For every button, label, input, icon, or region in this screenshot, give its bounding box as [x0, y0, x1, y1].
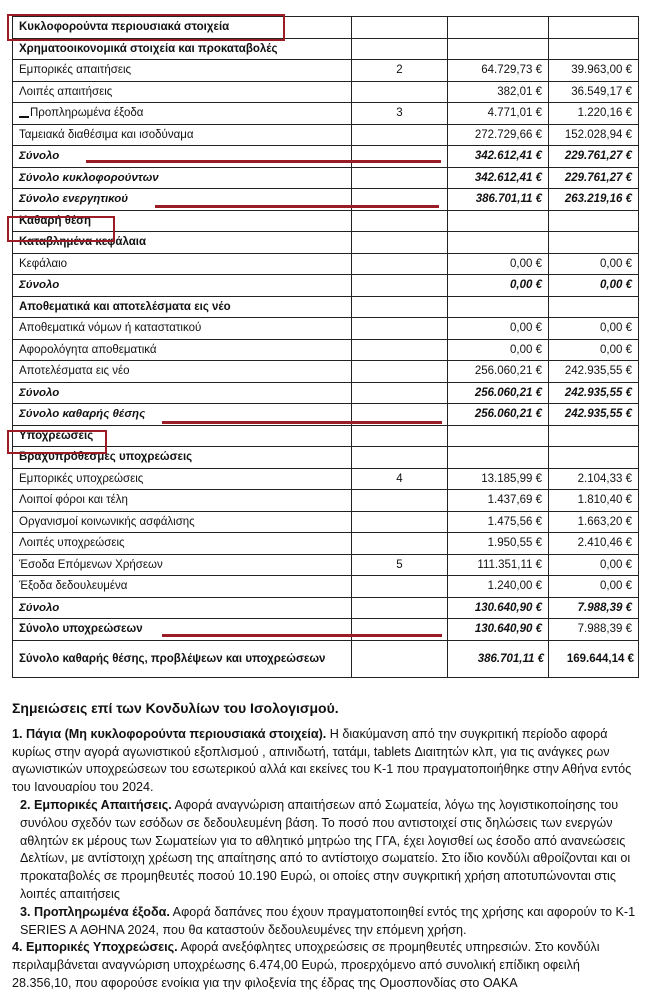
prior-year-value: 7.988,39 €: [549, 597, 639, 619]
current-year-value: [448, 232, 549, 254]
note-heading: 4. Εμπορικές Υποχρεώσεις.: [12, 940, 178, 955]
current-year-value: 1.950,55 €: [448, 533, 549, 555]
note-ref: [352, 17, 448, 39]
current-year-value: 64.729,73 €: [448, 60, 549, 82]
note-ref: [352, 275, 448, 297]
row-label: Αποτελέσματα εις νέο: [13, 361, 352, 383]
current-year-value: [448, 447, 549, 469]
row-label: Λοιπές υποχρεώσεις: [13, 533, 352, 555]
note-paragraph-4: [12, 939, 638, 992]
row-label: Εμπορικές υποχρεώσεις: [13, 468, 352, 490]
prior-year-value: 242.935,55 €: [549, 382, 639, 404]
note-ref: [352, 533, 448, 555]
note-paragraph-1: [12, 726, 638, 797]
note-ref: [352, 253, 448, 275]
current-year-value: [448, 38, 549, 60]
prior-year-value: 0,00 €: [549, 318, 639, 340]
note-ref: 5: [352, 554, 448, 576]
current-year-value: 0,00 €: [448, 253, 549, 275]
prior-year-value: 229.761,27 €: [549, 146, 639, 168]
prior-year-value: 36.549,17 €: [549, 81, 639, 103]
highlight-box-liabilities: [7, 430, 107, 454]
table-row: [13, 81, 639, 103]
row-label: Αφορολόγητα αποθεματικά: [13, 339, 352, 361]
table-row: [13, 318, 639, 340]
current-year-value: 386.701,11 €: [448, 640, 549, 677]
note-paragraph-2: [12, 797, 638, 904]
note-ref: [352, 167, 448, 189]
table-row: [13, 533, 639, 555]
highlight-box-equity: [7, 216, 115, 242]
row-label: Κεφάλαιο: [13, 253, 352, 275]
row-label: Ταμειακά διαθέσιμα και ισοδύναμα: [13, 124, 352, 146]
current-year-value: 342.612,41 €: [448, 146, 549, 168]
balance-sheet-table-wrapper: [12, 16, 638, 678]
row-label: Υποχρεώσεις: [13, 425, 352, 447]
note-heading: 1. Πάγια (Μη κυκλοφορούντα περιουσιακά στοιχεία).: [12, 726, 327, 741]
prior-year-value: 1.810,40 €: [549, 490, 639, 512]
current-year-value: 0,00 €: [448, 275, 549, 297]
prior-year-value: 39.963,00 €: [549, 60, 639, 82]
note-ref: [352, 296, 448, 318]
current-year-value: 272.729,66 €: [448, 124, 549, 146]
current-year-value: 0,00 €: [448, 339, 549, 361]
current-year-value: [448, 425, 549, 447]
current-year-value: 256.060,21 €: [448, 361, 549, 383]
row-label: Χρηματοοικονομικά στοιχεία και προκαταβολές: [13, 38, 352, 60]
current-year-value: 256.060,21 €: [448, 404, 549, 426]
row-label: Κυκλοφορούντα περιουσιακά στοιχεία: [13, 17, 352, 39]
current-year-value: 130.640,90 €: [448, 597, 549, 619]
note-ref: [352, 124, 448, 146]
row-label: Λοιπές απαιτήσεις: [13, 81, 352, 103]
row-label: Εμπορικές απαιτήσεις: [13, 60, 352, 82]
note-ref: [352, 597, 448, 619]
subtotal-row: [13, 382, 639, 404]
current-year-value: 382,01 €: [448, 81, 549, 103]
note-ref: [352, 146, 448, 168]
prior-year-value: [549, 210, 639, 232]
row-label: Σύνολο: [13, 382, 352, 404]
prior-year-value: 242.935,55 €: [549, 404, 639, 426]
table-row: [13, 60, 639, 82]
note-ref: 4: [352, 468, 448, 490]
total-current-assets-row: [13, 167, 639, 189]
row-label-cell: [13, 103, 352, 125]
underline-mark-total: [86, 160, 441, 163]
row-label: Έξοδα δεδουλευμένα: [13, 576, 352, 598]
table-row: [13, 103, 639, 125]
current-year-value: 256.060,21 €: [448, 382, 549, 404]
row-label: Σύνολο: [13, 275, 352, 297]
note-ref: [352, 361, 448, 383]
prior-year-value: [549, 17, 639, 39]
row-label: Αποθεματικά και αποτελέσματα εις νέο: [13, 296, 352, 318]
prior-year-value: 152.028,94 €: [549, 124, 639, 146]
table-row: [13, 511, 639, 533]
prior-year-value: 242.935,55 €: [549, 361, 639, 383]
grand-total-row: [13, 640, 639, 677]
balance-sheet-notes: [12, 700, 638, 993]
table-row: [13, 253, 639, 275]
prior-year-value: [549, 38, 639, 60]
note-paragraph-3: [12, 904, 638, 940]
prior-year-value: 1.220,16 €: [549, 103, 639, 125]
row-label: Οργανισμοί κοινωνικής ασφάλισης: [13, 511, 352, 533]
table-row: [13, 554, 639, 576]
prior-year-value: 0,00 €: [549, 339, 639, 361]
row-label: Σύνολο υποχρεώσεων: [13, 619, 352, 641]
note-ref: [352, 490, 448, 512]
row-label: Καταβλημένα κεφάλαια: [13, 232, 352, 254]
prior-year-value: 1.663,20 €: [549, 511, 639, 533]
highlight-box-current-assets: [7, 14, 285, 41]
note-text: Αφορά δαπάνες που έχουν πραγματοποιηθεί εντός της χρήσης και αφορούν το Κ-1 SERIES A ΑΘΗΝΑ 2024, που θα καταστούν δεδουλευμένες την επόμενη χρήση.: [20, 904, 636, 937]
note-heading: 2. Εμπορικές Απαιτήσεις.: [20, 797, 172, 812]
subtotal-row: [13, 275, 639, 297]
current-year-value: 111.351,11 €: [448, 554, 549, 576]
note-ref: [352, 640, 448, 677]
notes-title: Σημειώσεις επί των Κονδυλίων του Ισολογισμού.: [12, 700, 339, 716]
row-label: Αποθεματικά νόμων ή καταστατικού: [13, 318, 352, 340]
prior-year-value: 0,00 €: [549, 275, 639, 297]
prior-year-value: 2.410,46 €: [549, 533, 639, 555]
note-ref: [352, 425, 448, 447]
underline-mark-total-equity: [162, 421, 442, 424]
note-ref: [352, 447, 448, 469]
table-row: [13, 361, 639, 383]
current-year-value: 1.437,69 €: [448, 490, 549, 512]
note-text: Αφορά αναγνώριση απαιτήσεων από Σωματεία, λόγω της λογιστικοποίησης του συνόλου σχεδόν των εσόδων σε δεδουλευμένη βάση. Το ποσό που αντιστοιχεί στις δηλώσεις των ενεργών αθλητών εκ μέρους των Σωματείων για το αθλητικό μητρώο της ΓΓΑ, έχει λογισθεί ως έσοδο από ανανεώσεις Δελτίων, με αντίστοιχη χρέωση της απαίτησης από το αντίστοιχο σωματείο. Στο ίδιο κονδύλι αθροίζονται και οι προκαταβολές σε προμηθευτές ποσού 10.190 Ευρώ, οι οποίες στην συγκριτική χρήση αποτυπώνονται στις λοιπές απαιτήσεις: [20, 797, 631, 901]
prior-year-value: [549, 296, 639, 318]
underline-mark-total-liabilities: [162, 634, 442, 637]
row-label: Σύνολο καθαρής θέσης, προβλέψεων και υποχρεώσεων: [13, 640, 352, 677]
prior-year-value: 0,00 €: [549, 253, 639, 275]
prior-year-value: 7.988,39 €: [549, 619, 639, 641]
table-row: [13, 124, 639, 146]
prior-year-value: [549, 447, 639, 469]
note-text: Αφορά ανεξόφλητες υποχρεώσεις σε προμηθευτές υπηρεσιών. Στο κονδύλι περιλαμβάνεται αναγνώριση υποχρέωσης 6.474,00 Ευρώ, προερχόμενο από συνολική επίδικη οφειλή 28.356,10, που αφορούσε ενοίκια για την φιλοξενία της έδρας της Ομοσπονδίας στο ΟΑΚΑ: [12, 940, 600, 990]
note-ref: [352, 339, 448, 361]
prior-year-value: 263.219,16 €: [549, 189, 639, 211]
underline-mark-total-assets: [155, 205, 439, 208]
table-row: [13, 468, 639, 490]
current-year-value: 0,00 €: [448, 318, 549, 340]
current-year-value: [448, 210, 549, 232]
subtotal-row: [13, 597, 639, 619]
prior-year-value: 2.104,33 €: [549, 468, 639, 490]
row-label: Βραχυπρόθεσμες υποχρεώσεις: [13, 447, 352, 469]
note-ref: [352, 81, 448, 103]
table-row: [13, 339, 639, 361]
note-ref: [352, 232, 448, 254]
balance-sheet-table: [12, 16, 639, 678]
row-label: Λοιποί φόροι και τέλη: [13, 490, 352, 512]
note-ref: 3: [352, 103, 448, 125]
note-ref: [352, 210, 448, 232]
prior-year-value: [549, 232, 639, 254]
current-year-value: 386.701,11 €: [448, 189, 549, 211]
subtotal-row: [13, 146, 639, 168]
note-text: Η διακύμανση από την συγκριτική περίοδο αφορά κυρίως στην αγορά αγωνιστικού εξοπλισμού , απινιδωτή, τατάμι, tablets Διαιτητών κλπ, για τις ανάγκες ρων αγωνιστικών υποχρεώσεων του εσωτερικού αλλά και εκείνες του Κ-1 που πραγματοποιήθηκε στην Αθήνα εντός του Ιανουαρίου του 2024.: [12, 726, 632, 795]
row-label: Έσοδα Επόμενων Χρήσεων: [13, 554, 352, 576]
row-label: Προπληρωμένα έξοδα: [30, 107, 144, 120]
current-year-value: 13.185,99 €: [448, 468, 549, 490]
current-year-value: [448, 296, 549, 318]
table-row: [13, 490, 639, 512]
prior-year-value: [549, 425, 639, 447]
row-label: Σύνολο καθαρής θέσης: [13, 404, 352, 426]
row-label: Σύνολο κυκλοφορούντων: [13, 167, 352, 189]
note-ref: [352, 382, 448, 404]
row-label: Σύνολο: [13, 146, 352, 168]
current-year-value: [448, 17, 549, 39]
note-ref: [352, 576, 448, 598]
prior-year-value: 0,00 €: [549, 554, 639, 576]
current-year-value: 130.640,90 €: [448, 619, 549, 641]
prior-year-value: 169.644,14 €: [549, 640, 639, 677]
note-ref: [352, 318, 448, 340]
prior-year-value: 0,00 €: [549, 576, 639, 598]
current-year-value: 1.240,00 €: [448, 576, 549, 598]
row-label: Σύνολο: [13, 597, 352, 619]
note-heading: 3. Προπληρωμένα έξοδα.: [20, 904, 170, 919]
subsection-header-row: [13, 296, 639, 318]
table-row: [13, 576, 639, 598]
subsection-header-row: [13, 38, 639, 60]
dash-mark: [19, 116, 29, 118]
row-label: Σύνολο ενεργητικού: [13, 189, 352, 211]
note-ref: [352, 38, 448, 60]
prior-year-value: 229.761,27 €: [549, 167, 639, 189]
current-year-value: 4.771,01 €: [448, 103, 549, 125]
current-year-value: 342.612,41 €: [448, 167, 549, 189]
current-year-value: 1.475,56 €: [448, 511, 549, 533]
note-ref: [352, 511, 448, 533]
row-label: Καθαρή θέση: [13, 210, 352, 232]
note-ref: 2: [352, 60, 448, 82]
